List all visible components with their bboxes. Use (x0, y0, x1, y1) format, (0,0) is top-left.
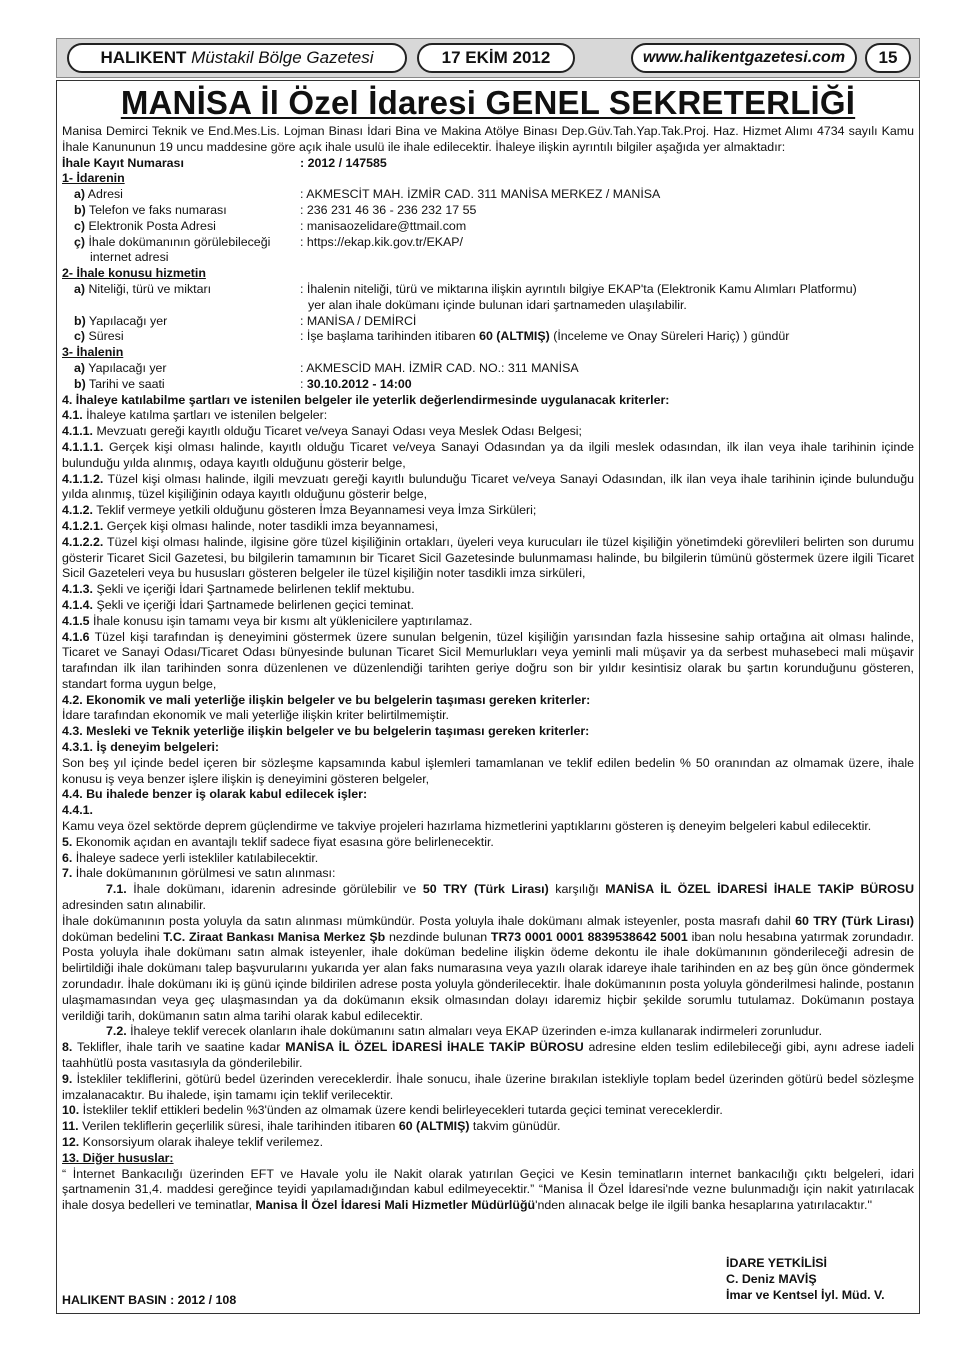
clause-4-1-1: 4.1.1. Mevzuatı gereği kayıtlı olduğu Ticaret ve/veya Sanayi Odası veya Meslek Odası Belgesi; (62, 424, 582, 439)
clause-10: 10. İstekliler teklif ettikleri bedelin %3'ünden az olmamak üzere kendi belirleyecekleri tutarda geçici teminat vereceklerdir. (62, 1103, 723, 1118)
announcement-title: MANİSA İl Özel İdaresi GENEL SEKRETERLİĞİ (120, 84, 856, 121)
clause-4-3-1-heading: 4.3.1. İş deneyim belgeleri: (62, 740, 220, 755)
press-reference: HALIKENT BASIN : 2012 / 108 (62, 1293, 237, 1307)
section-2-heading: 2- İhale konusu hizmetin (62, 266, 206, 281)
signature-role: İmar ve Kentsel İyl. Müd. V. (726, 1288, 885, 1302)
signature-name: C. Deniz MAVİŞ (726, 1272, 817, 1286)
announcement-body (62, 124, 914, 1214)
registry-row (62, 156, 914, 172)
section-13-heading: 13. Diğer hususlar: (62, 1150, 174, 1165)
s1-web-row: ç) İhale dokümanının görülebileceği internet adresi : https://ekap.kik.gov.tr/EKAP/ (74, 234, 463, 265)
clause-4-4-heading: 4.4. Bu ihalede benzer iş olarak kabul edilecek işler: (62, 787, 368, 802)
s1-phone-row: b) Telefon ve faks numarası : 236 231 46 36 - 236 232 17 55 (74, 202, 477, 217)
s1-email-row: c) Elektronik Posta Adresi : manisaozelidare@ttmail.com (74, 218, 467, 233)
clause-11: 11. Verilen tekliflerin geçerlilik süresi, ihale tarihinden itibaren 60 (ALTMIŞ) takvim günüdür. (62, 1119, 561, 1134)
registry-label: İhale Kayıt Numarası (62, 155, 184, 170)
s2-nature-row: a) Niteliği, türü ve miktarı : İhalenin niteliği, türü ve miktarına ilişkin ayrıntılı bilgiye EKAP'ta (Elektronik Kamu Alımları Platformu) yer alan ihale dokümanı içinde bulunan idari şartnameden ulaşılabilir. (74, 281, 857, 312)
clause-4-4-1-heading: 4.4.1. (62, 803, 94, 818)
section-1-heading: 1- İdarenin (62, 171, 125, 186)
clause-4-1-5: 4.1.5 İhale konusu işin tamamı veya bir kısmı alt yüklenicilere yaptırılamaz. (62, 613, 473, 628)
clause-4-1-2: 4.1.2. Teklif vermeye yetkili olduğunu gösteren İmza Beyannamesi veya İmza Sirküleri; (62, 503, 537, 518)
clause-4-1-1-2: 4.1.1.2. Tüzel kişi olması halinde, ilgili mevzuatı gereği kayıtlı bulunduğu Ticaret ve/veya Sanayi Odasından, ilk ilan veya ihale tarihinin içinde bulunduğu yılda alınmış, tüzel kişiliğinin odaya kayıtlı olduğunu gösterir belge, (62, 471, 914, 502)
clause-4-1: 4.1. İhaleye katılma şartları ve istenilen belgeler: (62, 408, 328, 423)
paper-name-bold: HALIKENT (100, 48, 187, 67)
s3-date-row: b) Tarihi ve saati : 30.10.2012 - 14:00 (74, 376, 412, 391)
clause-4-3-heading: 4.3. Mesleki ve Teknik yeterliğe ilişkin belgeler ve bu belgelerin taşıması gereken kriterler: (62, 724, 590, 739)
clause-4-1-4: 4.1.4. Şekli ve içeriği İdari Şartnamede belirlenen geçici teminat. (62, 597, 414, 612)
clause-7-2: 7.2. İhaleye teklif verecek olanların ihale dokümanını satın almaları veya EKAP üzerinden e-imza kullanarak indirmeleri zorunludur. (106, 1024, 823, 1039)
clause-4-2: İdare tarafından ekonomik ve mali yeterliğe ilişkin kriter belirtilmemiştir. (62, 708, 450, 723)
s2-duration-row: c) Süresi : İşe başlama tarihinden itibaren 60 (ALTMIŞ) (İnceleme ve Onay Süreleri Hariç) ) gündür (74, 329, 790, 344)
paper-name (67, 43, 407, 73)
clause-13: “ İnternet Bankacılığı üzerinden EFT ve Havale yolu ile Nakit olarak yatırılan Geçici ve Kesin teminatların internet bankacılığı çıktı belgeleri, idari şartnamenin 31,4. maddesi gereğince teyidi yapılamadığından kabul edilmeyecektir.” “Manisa İl Özel İdaresi'nde vezne bulunmadığı için nakit yatırılacak ihale dosya bedelleri ve teminatlar, Manisa İl Özel İdaresi Mali Hizmetler Müdürlüğü'nden alınacak belge ile ilgili banka hesaplarına yatırılacaktır.'' (62, 1166, 914, 1213)
signature-block (726, 1255, 885, 1303)
clause-4-1-1-1: 4.1.1.1. Gerçek kişi olması halinde, kayıtlı olduğu Ticaret ve/veya Sanayi Odasından ya da ilgili meslek odasından, ilk ilan veya ihale tarihinin içinde bulunduğu yılda alınmış, odaya kayıtlı olduğunu gösterir belge, (62, 439, 914, 470)
signature-title: İDARE YETKİLİSİ (726, 1256, 827, 1270)
s1-address-row: a) Adresi : AKMESCİT MAH. İZMİR CAD. 311 MANİSA MERKEZ / MANİSA (74, 187, 661, 202)
clause-4-2-heading: 4.2. Ekonomik ve mali yeterliğe ilişkin belgeler ve bu belgelerin taşıması gereken kriterler: (62, 692, 591, 707)
page-number: 15 (865, 43, 911, 73)
website-url[interactable]: www.halikentgazetesi.com (631, 43, 857, 73)
section-3-heading: 3- İhalenin (62, 345, 124, 360)
clause-7: 7. İhale dokümanının görülmesi ve satın alınması: (62, 866, 336, 881)
clause-6: 6. İhaleye sadece yerli istekliler katılabilecektir. (62, 850, 319, 865)
clause-5: 5. Ekonomik açıdan en avantajlı teklif sadece fiyat esasına göre belirlenecektir. (62, 834, 494, 849)
section-4-heading: 4. İhaleye katılabilme şartları ve istenilen belgeler ile yeterlik değerlendirmesinde uygulanacak kriterler: (62, 392, 670, 407)
clause-7-postal: İhale dokümanının posta yoluyla da satın alınması mümkündür. Posta yoluyla ihale dokümanı almak isteyenler, posta masrafı dahil 60 TRY (Türk Lirası) doküman bedelini T.C. Ziraat Bankası Manisa Merkez Şb nezdinde bulunan TR73 0001 0001 8839538642 5001 iban nolu hesabına yatırmak zorundadır. Posta yoluyla ihale dokümanı satın almak isteyenler, ihale doküman bedeline ilişkin ödeme dekontu ile ihale dokümanının gönderileceği adresin de belirtildiği ihale dokümanı talep başvurularını yukarıda yer alan faks numarasına veya yazılı olarak idareye ihale tarihinden en az beş gün önce göndermek zorundadır. İhale dokümanı iki iş günü içinde bildirilen adrese posta yoluyla gönderilecektir. İhale dokümanının posta yoluyla gönderilmesi halinde, postanın ulaşmamasından veya geç ulaşmasından ya da dokümanın eksik olmasından dolayı idaremiz hiçbir şekilde sorumlu tutulamaz. Dokümanın postaya verildiği tarih, dokümanın satın alma tarihi olarak kabul edilecektir. (62, 913, 914, 1023)
clause-4-1-6: 4.1.6 Tüzel kişi tarafından iş deneyimini göstermek üzere sunulan belgenin, tüzel kişiliğin yarısından fazla hissesine sahip ortağına ait olması halinde, Ticaret ve Sanayi Odası/Ticaret Odası bünyesinde bulunan Ticaret Sicil Memurlukları veya yeminli mali müşavir ya da serbest muhasebeci mali müşavir tarafından ilk ilan tarihinden sonra düzenlenen ve düzenlendiği tarihten geriye doğru son bir yıldır kesintisiz olarak bu şartın korunduğunu gösteren, standart forma uygun belge, (62, 629, 914, 691)
s2-place-row: b) Yapılacağı yer : MANİSA / DEMİRCİ (74, 313, 417, 328)
clause-12: 12. Konsorsiyum olarak ihaleye teklif verilemez. (62, 1135, 324, 1149)
clause-4-1-2-1: 4.1.2.1. Gerçek kişi olması halinde, noter tasdikli imza beyannamesi, (62, 518, 439, 533)
paper-name-italic: Müstakil Bölge Gazetesi (191, 48, 374, 67)
clause-8: 8. Teklifler, ihale tarih ve saatine kadar MANİSA İL ÖZEL İDARESİ İHALE TAKİP BÜROSU adresine elden teslim edilebileceği gibi, aynı adrese iadeli taahhütlü posta vasıtasıyla da gönderilebilir. (62, 1040, 914, 1071)
intro-paragraph: Manisa Demirci Teknik ve End.Mes.Lis. Lojman Binası İdari Bina ve Makina Atölye Binası Dep.Güv.Tah.Yap.Tak.Proj. Haz. Hizmet Alımı 4734 sayılı Kamu İhale Kanununun 19 uncu maddesine göre açık ihale usulü ile ihale edilecektir. İhaleye ilişkin ayrıntılı bilgiler aşağıda yer almaktadır: (62, 124, 914, 154)
s3-place-row: a) Yapılacağı yer : AKMESCİD MAH. İZMİR CAD. NO.: 311 MANİSA (74, 360, 579, 375)
header-bar (56, 38, 920, 78)
clause-7-1: 7.1. İhale dokümanı, idarenin adresinde görülebilir ve 50 TRY (Türk Lirası) karşılığı MANİSA İL ÖZEL İDARESİ İHALE TAKİP BÜROSU adresinden satın alınabilir. (62, 882, 915, 913)
issue-date: 17 EKİM 2012 (417, 43, 575, 73)
clause-4-1-2-2: 4.1.2.2. Tüzel kişi olması halinde, ilgisine göre tüzel kişiliğinin ortakları, üyeleri veya kurucuları ile tüzel kişiliğin yönetimdeki görevlileri belirten son durumu gösterir Ticaret Sicil Gazetesi, bu bilgilerin tamamının bir Ticaret Sicil Gazetesinde bulunmaması halinde, bu bilgilerin tümünü göstermek üzere ilgili Ticaret Sicil Gazeteleri veya bu hususları gösteren belgeler ile tüzel kişiliğin noter tasdikli imza sirküleri, (62, 534, 914, 581)
clause-4-1-3: 4.1.3. Şekli ve içeriği İdari Şartnamede belirlenen teklif mektubu. (62, 582, 415, 597)
clause-4-4-1: Kamu veya özel sektörde deprem güçlendirme ve takviye projeleri hazırlama hizmetlerini yaptıklarını gösteren iş deneyim belgeleri kabul edilecektir. (62, 819, 872, 834)
clause-9: 9. İstekliler tekliflerini, götürü bedel üzerinden vereceklerdir. İhale sonucu, ihale üzerine bırakılan istekliyle toplam bedel üzerinden götürü bedel sözleşme imzalanacaktır. Bu ihalede, işin tamamı için teklif verilecektir. (62, 1071, 914, 1102)
clause-4-3-1: Son beş yıl içinde bedel içeren bir sözleşme kapsamında kabul işlemleri tamamlanan ve teklif edilen bedelin % 50 oranından az olmamak üzere, ihale konusu iş veya benzer işlere ilişkin iş deneyimini gösteren belgeler, (62, 755, 914, 786)
registry-value: : 2012 / 147585 (300, 155, 387, 170)
